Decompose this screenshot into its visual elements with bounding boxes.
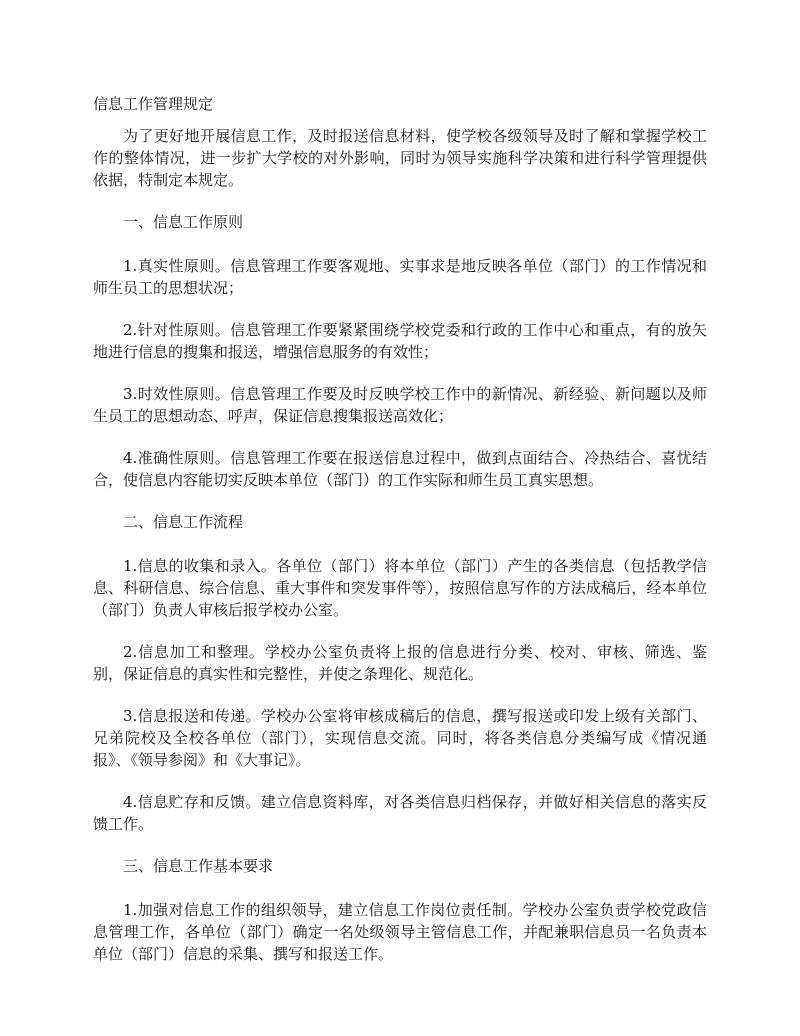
section-item: 3.信息报送和传递。学校办公室将审核成稿后的信息，撰写报送或印发上级有关部门、兄弟院校及全校各单位（部门），实现信息交流。同时，将各类信息分类编写成《情况通报》、《领导参阅》和《大事记》。	[93, 707, 707, 769]
intro-paragraph: 为了更好地开展信息工作，及时报送信息材料，使学校各级领导及时了解和掌握学校工作的整体情况，进一步扩大学校的对外影响，同时为领导实施科学决策和进行科学管理提供依据，特制定本规定。	[93, 127, 707, 189]
section-item: 1.真实性原则。信息管理工作要客观地、实事求是地反映各单位（部门）的工作情况和师生员工的思想状况；	[93, 257, 707, 297]
section-heading: 二、信息工作流程	[123, 513, 244, 531]
section-item: 4.准确性原则。信息管理工作要在报送信息过程中，做到点面结合、冷热结合、喜忧结合，使信息内容能切实反映本单位（部门）的工作实际和师生员工真实思想。	[93, 449, 707, 489]
section-item: 2.针对性原则。信息管理工作要紧紧围绕学校党委和行政的工作中心和重点，有的放矢地进行信息的搜集和报送，增强信息服务的有效性；	[93, 321, 707, 361]
section-item: 4.信息贮存和反馈。建立信息资料库，对各类信息归档保存，并做好相关信息的落实反馈工作。	[93, 793, 707, 833]
section-workflow	[93, 511, 707, 835]
section-item: 1.加强对信息工作的组织领导，建立信息工作岗位责任制。学校办公室负责学校党政信息管理工作，各单位（部门）确定一名处级领导主管信息工作，并配兼职信息员一名负责本单位（部门）信息的采集、撰写和报送工作。	[93, 901, 707, 963]
section-item: 2.信息加工和整理。学校办公室负责将上报的信息进行分类、校对、审核、筛选、鉴别，保证信息的真实性和完整性，并使之条理化、规范化。	[93, 643, 707, 683]
section-item: 3.时效性原则。信息管理工作要及时反映学校工作中的新情况、新经验、新问题以及师生员工的思想动态、呼声，保证信息搜集报送高效化；	[93, 385, 707, 425]
document-title: 信息工作管理规定	[93, 95, 214, 113]
section-item: 1.信息的收集和录入。各单位（部门）将本单位（部门）产生的各类信息（包括教学信息、科研信息、综合信息、重大事件和突发事件等），按照信息写作的方法成稿后，经本单位（部门）负责人审核后报学校办公室。	[93, 557, 707, 619]
section-requirements	[93, 855, 707, 965]
section-heading: 一、信息工作原则	[123, 213, 244, 231]
section-heading: 三、信息工作基本要求	[123, 857, 274, 875]
section-principles	[93, 211, 707, 491]
